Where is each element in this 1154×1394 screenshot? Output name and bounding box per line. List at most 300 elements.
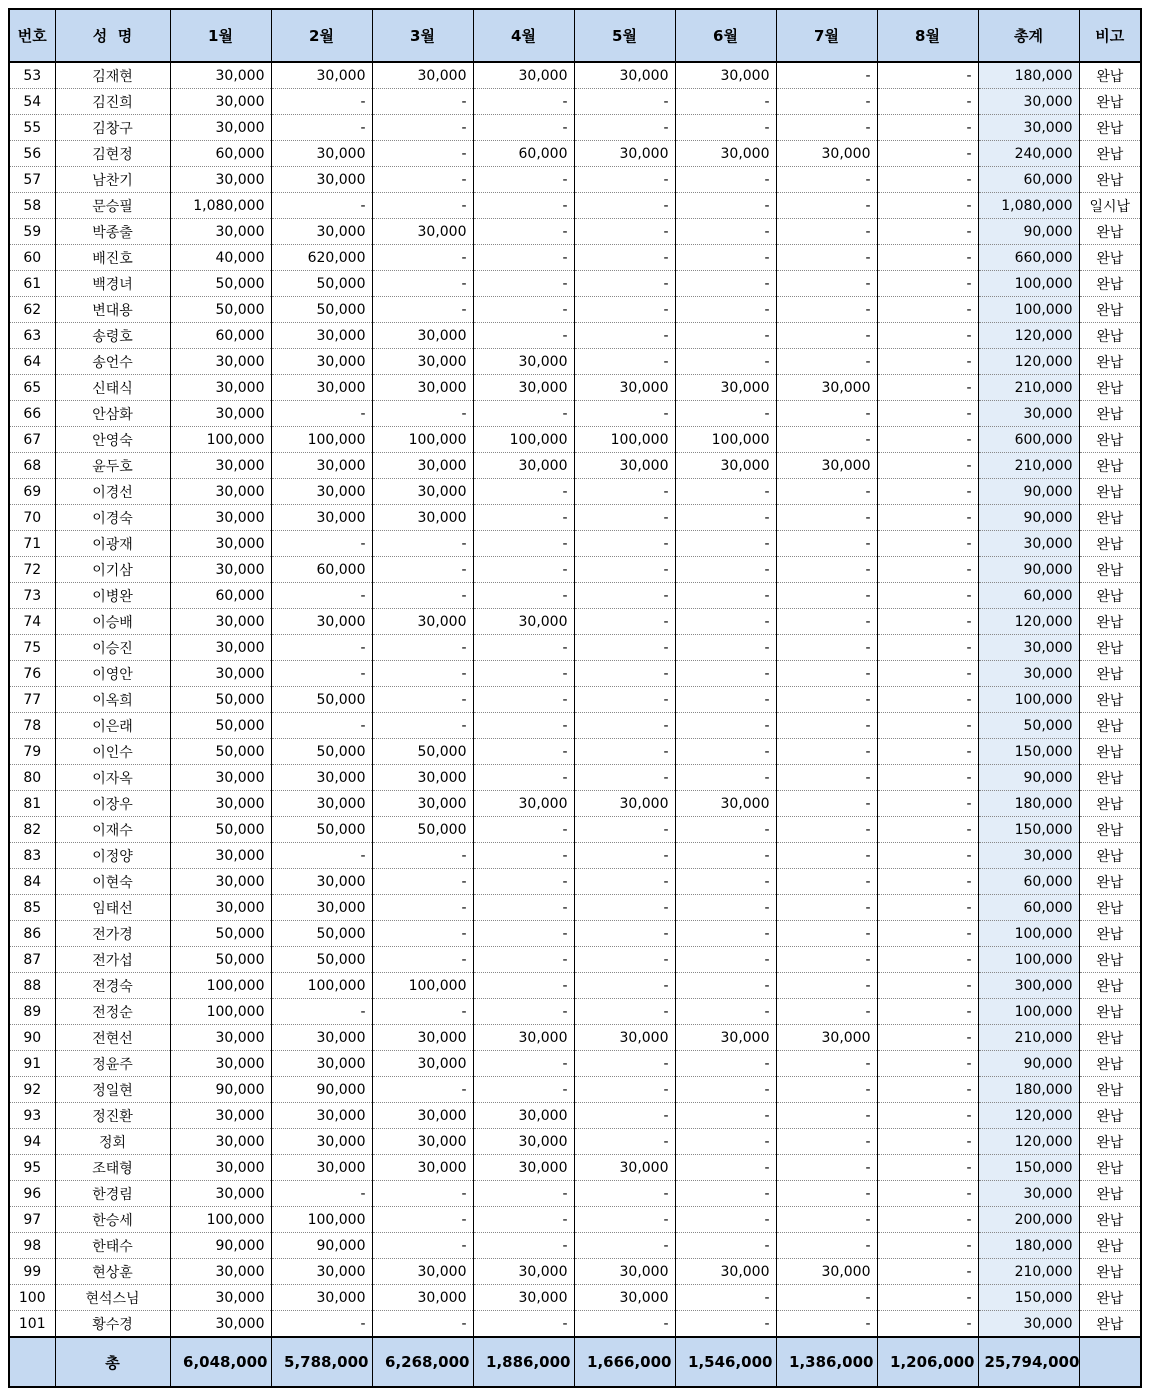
- month-6: 30,000: [675, 791, 776, 817]
- row-total: 210,000: [978, 1259, 1079, 1285]
- month-1: 60,000: [170, 323, 271, 349]
- row-total: 180,000: [978, 1077, 1079, 1103]
- table-row: [9, 1129, 1141, 1155]
- row-name: 박종출: [55, 219, 170, 245]
- row-name: 전현선: [55, 1025, 170, 1051]
- month-6: 30,000: [675, 62, 776, 89]
- row-note: 완납: [1079, 557, 1141, 583]
- month-5: 100,000: [574, 427, 675, 453]
- table-row: [9, 999, 1141, 1025]
- month-4: -: [473, 661, 574, 687]
- month-1: 30,000: [170, 453, 271, 479]
- row-note: 완납: [1079, 219, 1141, 245]
- month-8: -: [877, 245, 978, 271]
- row-number: 77: [9, 687, 55, 713]
- month-4: -: [473, 947, 574, 973]
- table-row: [9, 167, 1141, 193]
- month-5: 30,000: [574, 453, 675, 479]
- month-2: 60,000: [271, 557, 372, 583]
- row-total: 90,000: [978, 219, 1079, 245]
- table-row: [9, 323, 1141, 349]
- month-6: -: [675, 687, 776, 713]
- month-2: -: [271, 89, 372, 115]
- month-4: 30,000: [473, 1285, 574, 1311]
- month-8: -: [877, 219, 978, 245]
- row-note: 완납: [1079, 869, 1141, 895]
- row-note: 완납: [1079, 115, 1141, 141]
- row-number: 100: [9, 1285, 55, 1311]
- table-row: [9, 89, 1141, 115]
- month-5: -: [574, 817, 675, 843]
- month-8: -: [877, 1025, 978, 1051]
- month-5: 30,000: [574, 1285, 675, 1311]
- month-8: -: [877, 193, 978, 219]
- row-note: 완납: [1079, 999, 1141, 1025]
- month-7: -: [776, 583, 877, 609]
- month-2: 30,000: [271, 1155, 372, 1181]
- month-3: -: [372, 297, 473, 323]
- month-6: -: [675, 739, 776, 765]
- month-1: 1,080,000: [170, 193, 271, 219]
- row-name: 윤두호: [55, 453, 170, 479]
- month-1: 30,000: [170, 375, 271, 401]
- total-month-4: 1,886,000: [473, 1337, 574, 1387]
- month-5: -: [574, 1311, 675, 1338]
- row-number: 59: [9, 219, 55, 245]
- month-5: -: [574, 947, 675, 973]
- row-note: 완납: [1079, 1311, 1141, 1338]
- month-1: 30,000: [170, 1155, 271, 1181]
- row-note: 완납: [1079, 1103, 1141, 1129]
- month-8: -: [877, 557, 978, 583]
- total-month-8: 1,206,000: [877, 1337, 978, 1387]
- row-note: 완납: [1079, 1077, 1141, 1103]
- month-1: 100,000: [170, 427, 271, 453]
- month-2: -: [271, 713, 372, 739]
- total-row-note: [1079, 1337, 1141, 1387]
- row-note: 완납: [1079, 375, 1141, 401]
- month-1: 30,000: [170, 115, 271, 141]
- month-4: -: [473, 505, 574, 531]
- row-number: 94: [9, 1129, 55, 1155]
- month-7: -: [776, 115, 877, 141]
- row-total: 90,000: [978, 765, 1079, 791]
- month-1: 30,000: [170, 765, 271, 791]
- month-6: -: [675, 635, 776, 661]
- month-6: 30,000: [675, 1259, 776, 1285]
- row-note: 완납: [1079, 1259, 1141, 1285]
- row-number: 95: [9, 1155, 55, 1181]
- row-name: 안삼화: [55, 401, 170, 427]
- row-name: 이병완: [55, 583, 170, 609]
- month-3: 30,000: [372, 609, 473, 635]
- table-row: [9, 739, 1141, 765]
- row-number: 76: [9, 661, 55, 687]
- month-2: 30,000: [271, 609, 372, 635]
- month-7: -: [776, 921, 877, 947]
- month-2: 30,000: [271, 323, 372, 349]
- month-4: -: [473, 895, 574, 921]
- month-7: -: [776, 817, 877, 843]
- month-4: -: [473, 297, 574, 323]
- table-row: [9, 401, 1141, 427]
- row-total: 90,000: [978, 557, 1079, 583]
- row-note: 완납: [1079, 401, 1141, 427]
- month-2: 30,000: [271, 1285, 372, 1311]
- row-total: 60,000: [978, 869, 1079, 895]
- month-3: -: [372, 843, 473, 869]
- row-total: 150,000: [978, 1155, 1079, 1181]
- month-3: -: [372, 661, 473, 687]
- row-total: 100,000: [978, 687, 1079, 713]
- month-4: 100,000: [473, 427, 574, 453]
- month-1: 30,000: [170, 1311, 271, 1338]
- month-6: -: [675, 323, 776, 349]
- row-number: 57: [9, 167, 55, 193]
- month-1: 30,000: [170, 1051, 271, 1077]
- row-name: 한태수: [55, 1233, 170, 1259]
- row-note: 완납: [1079, 505, 1141, 531]
- month-1: 50,000: [170, 297, 271, 323]
- month-2: 30,000: [271, 453, 372, 479]
- month-2: 50,000: [271, 739, 372, 765]
- month-4: -: [473, 921, 574, 947]
- month-3: -: [372, 687, 473, 713]
- row-total: 60,000: [978, 895, 1079, 921]
- row-total: 210,000: [978, 375, 1079, 401]
- row-number: 88: [9, 973, 55, 999]
- table-row: [9, 817, 1141, 843]
- row-note: 완납: [1079, 141, 1141, 167]
- month-7: -: [776, 739, 877, 765]
- header-month-8: 8월: [877, 9, 978, 62]
- month-2: 30,000: [271, 349, 372, 375]
- row-name: 이정양: [55, 843, 170, 869]
- month-2: -: [271, 635, 372, 661]
- month-7: -: [776, 1129, 877, 1155]
- month-3: -: [372, 895, 473, 921]
- row-total: 180,000: [978, 62, 1079, 89]
- month-2: 30,000: [271, 375, 372, 401]
- month-2: 30,000: [271, 1103, 372, 1129]
- month-7: -: [776, 219, 877, 245]
- month-7: 30,000: [776, 453, 877, 479]
- month-2: 30,000: [271, 1051, 372, 1077]
- row-note: 완납: [1079, 453, 1141, 479]
- month-4: -: [473, 583, 574, 609]
- row-number: 61: [9, 271, 55, 297]
- month-5: 30,000: [574, 791, 675, 817]
- month-3: -: [372, 1181, 473, 1207]
- table-row: [9, 713, 1141, 739]
- month-3: 30,000: [372, 791, 473, 817]
- month-4: 30,000: [473, 1025, 574, 1051]
- month-6: -: [675, 401, 776, 427]
- month-1: 30,000: [170, 531, 271, 557]
- month-6: -: [675, 89, 776, 115]
- month-8: -: [877, 1103, 978, 1129]
- month-7: -: [776, 427, 877, 453]
- month-5: -: [574, 1207, 675, 1233]
- month-2: -: [271, 843, 372, 869]
- month-8: -: [877, 1155, 978, 1181]
- month-4: 30,000: [473, 349, 574, 375]
- row-name: 황수경: [55, 1311, 170, 1338]
- row-number: 69: [9, 479, 55, 505]
- month-1: 30,000: [170, 895, 271, 921]
- month-2: 50,000: [271, 921, 372, 947]
- row-total: 100,000: [978, 947, 1079, 973]
- row-number: 92: [9, 1077, 55, 1103]
- month-1: 30,000: [170, 62, 271, 89]
- row-name: 이인수: [55, 739, 170, 765]
- month-1: 30,000: [170, 401, 271, 427]
- month-3: 100,000: [372, 973, 473, 999]
- month-6: -: [675, 531, 776, 557]
- month-1: 50,000: [170, 739, 271, 765]
- month-4: -: [473, 1077, 574, 1103]
- month-7: -: [776, 713, 877, 739]
- month-4: 30,000: [473, 1103, 574, 1129]
- row-number: 80: [9, 765, 55, 791]
- row-name: 이승진: [55, 635, 170, 661]
- row-total: 60,000: [978, 583, 1079, 609]
- row-name: 백경녀: [55, 271, 170, 297]
- month-4: -: [473, 1181, 574, 1207]
- row-number: 81: [9, 791, 55, 817]
- month-8: -: [877, 947, 978, 973]
- month-7: -: [776, 193, 877, 219]
- month-4: -: [473, 635, 574, 661]
- month-8: -: [877, 1207, 978, 1233]
- month-6: 30,000: [675, 375, 776, 401]
- row-name: 남찬기: [55, 167, 170, 193]
- row-number: 101: [9, 1311, 55, 1338]
- month-3: 50,000: [372, 739, 473, 765]
- month-5: -: [574, 1233, 675, 1259]
- month-4: -: [473, 323, 574, 349]
- row-total: 150,000: [978, 739, 1079, 765]
- month-2: -: [271, 661, 372, 687]
- month-2: 50,000: [271, 687, 372, 713]
- month-1: 30,000: [170, 1285, 271, 1311]
- month-5: -: [574, 687, 675, 713]
- month-8: -: [877, 583, 978, 609]
- month-5: -: [574, 713, 675, 739]
- row-note: 완납: [1079, 1285, 1141, 1311]
- month-5: -: [574, 843, 675, 869]
- month-5: -: [574, 505, 675, 531]
- month-7: -: [776, 401, 877, 427]
- month-1: 30,000: [170, 219, 271, 245]
- table-row: [9, 219, 1141, 245]
- grand-total: 25,794,000: [978, 1337, 1079, 1387]
- row-number: 89: [9, 999, 55, 1025]
- table-header: [9, 9, 1141, 62]
- month-5: 30,000: [574, 1155, 675, 1181]
- row-name: 정일현: [55, 1077, 170, 1103]
- month-6: -: [675, 193, 776, 219]
- month-2: -: [271, 1311, 372, 1338]
- month-3: -: [372, 635, 473, 661]
- row-total: 30,000: [978, 635, 1079, 661]
- month-1: 30,000: [170, 167, 271, 193]
- month-1: 30,000: [170, 505, 271, 531]
- row-name: 정진환: [55, 1103, 170, 1129]
- row-number: 72: [9, 557, 55, 583]
- month-4: -: [473, 479, 574, 505]
- month-7: -: [776, 609, 877, 635]
- month-4: -: [473, 557, 574, 583]
- table-row: [9, 921, 1141, 947]
- month-8: -: [877, 765, 978, 791]
- row-note: 완납: [1079, 349, 1141, 375]
- month-8: -: [877, 1233, 978, 1259]
- row-name: 이영안: [55, 661, 170, 687]
- header-month-5: 5월: [574, 9, 675, 62]
- header-month-6: 6월: [675, 9, 776, 62]
- month-4: -: [473, 869, 574, 895]
- row-note: 완납: [1079, 1025, 1141, 1051]
- table-row: [9, 271, 1141, 297]
- row-name: 전가섭: [55, 947, 170, 973]
- month-8: -: [877, 297, 978, 323]
- total-month-5: 1,666,000: [574, 1337, 675, 1387]
- total-month-7: 1,386,000: [776, 1337, 877, 1387]
- month-6: 30,000: [675, 453, 776, 479]
- month-5: 30,000: [574, 62, 675, 89]
- header-month-3: 3월: [372, 9, 473, 62]
- month-3: -: [372, 1233, 473, 1259]
- table-row: [9, 1077, 1141, 1103]
- row-total: 120,000: [978, 349, 1079, 375]
- month-5: -: [574, 661, 675, 687]
- month-4: -: [473, 1207, 574, 1233]
- month-3: -: [372, 531, 473, 557]
- month-8: -: [877, 375, 978, 401]
- row-number: 53: [9, 62, 55, 89]
- month-3: 100,000: [372, 427, 473, 453]
- row-total: 30,000: [978, 1181, 1079, 1207]
- table-row: [9, 349, 1141, 375]
- row-note: 완납: [1079, 713, 1141, 739]
- month-2: 50,000: [271, 947, 372, 973]
- month-5: 30,000: [574, 1259, 675, 1285]
- row-name: 전경숙: [55, 973, 170, 999]
- month-1: 30,000: [170, 89, 271, 115]
- month-6: -: [675, 167, 776, 193]
- month-4: 30,000: [473, 453, 574, 479]
- row-number: 63: [9, 323, 55, 349]
- row-total: 150,000: [978, 1285, 1079, 1311]
- month-5: -: [574, 167, 675, 193]
- month-1: 50,000: [170, 921, 271, 947]
- month-7: -: [776, 531, 877, 557]
- month-6: -: [675, 661, 776, 687]
- row-name: 한경림: [55, 1181, 170, 1207]
- row-note: 완납: [1079, 427, 1141, 453]
- month-7: -: [776, 973, 877, 999]
- month-1: 50,000: [170, 947, 271, 973]
- month-2: -: [271, 401, 372, 427]
- row-number: 74: [9, 609, 55, 635]
- row-total: 120,000: [978, 609, 1079, 635]
- payment-table: [8, 8, 1142, 1388]
- month-7: -: [776, 323, 877, 349]
- month-2: 30,000: [271, 791, 372, 817]
- month-8: -: [877, 895, 978, 921]
- row-note: 완납: [1079, 661, 1141, 687]
- month-4: 30,000: [473, 791, 574, 817]
- month-3: -: [372, 89, 473, 115]
- month-5: -: [574, 1051, 675, 1077]
- month-3: -: [372, 141, 473, 167]
- table-row: [9, 1155, 1141, 1181]
- month-2: 30,000: [271, 62, 372, 89]
- row-name: 이재수: [55, 817, 170, 843]
- month-3: -: [372, 401, 473, 427]
- month-5: -: [574, 1077, 675, 1103]
- month-5: -: [574, 115, 675, 141]
- table-body: [9, 62, 1141, 1337]
- row-number: 87: [9, 947, 55, 973]
- total-row: [9, 1337, 1141, 1387]
- month-3: 30,000: [372, 1155, 473, 1181]
- month-7: -: [776, 1077, 877, 1103]
- month-3: 30,000: [372, 765, 473, 791]
- month-1: 30,000: [170, 479, 271, 505]
- month-3: -: [372, 583, 473, 609]
- table-row: [9, 453, 1141, 479]
- month-8: -: [877, 141, 978, 167]
- row-total: 100,000: [978, 921, 1079, 947]
- row-name: 이현숙: [55, 869, 170, 895]
- row-name: 김현정: [55, 141, 170, 167]
- month-8: -: [877, 739, 978, 765]
- month-8: -: [877, 1077, 978, 1103]
- table-row: [9, 947, 1141, 973]
- row-note: 완납: [1079, 817, 1141, 843]
- month-5: 30,000: [574, 375, 675, 401]
- month-4: -: [473, 999, 574, 1025]
- table-row: [9, 505, 1141, 531]
- row-number: 84: [9, 869, 55, 895]
- month-7: -: [776, 869, 877, 895]
- month-1: 30,000: [170, 791, 271, 817]
- row-note: 완납: [1079, 609, 1141, 635]
- row-number: 66: [9, 401, 55, 427]
- month-1: 30,000: [170, 635, 271, 661]
- month-3: -: [372, 1077, 473, 1103]
- row-name: 안영숙: [55, 427, 170, 453]
- table-row: [9, 62, 1141, 89]
- month-2: 30,000: [271, 479, 372, 505]
- row-number: 56: [9, 141, 55, 167]
- table-row: [9, 1207, 1141, 1233]
- month-7: -: [776, 765, 877, 791]
- month-6: -: [675, 869, 776, 895]
- row-total: 150,000: [978, 817, 1079, 843]
- month-4: -: [473, 1233, 574, 1259]
- month-8: -: [877, 843, 978, 869]
- table-row: [9, 843, 1141, 869]
- month-5: -: [574, 1129, 675, 1155]
- month-4: -: [473, 219, 574, 245]
- month-2: 50,000: [271, 271, 372, 297]
- row-name: 이기삼: [55, 557, 170, 583]
- table-row: [9, 115, 1141, 141]
- month-6: -: [675, 297, 776, 323]
